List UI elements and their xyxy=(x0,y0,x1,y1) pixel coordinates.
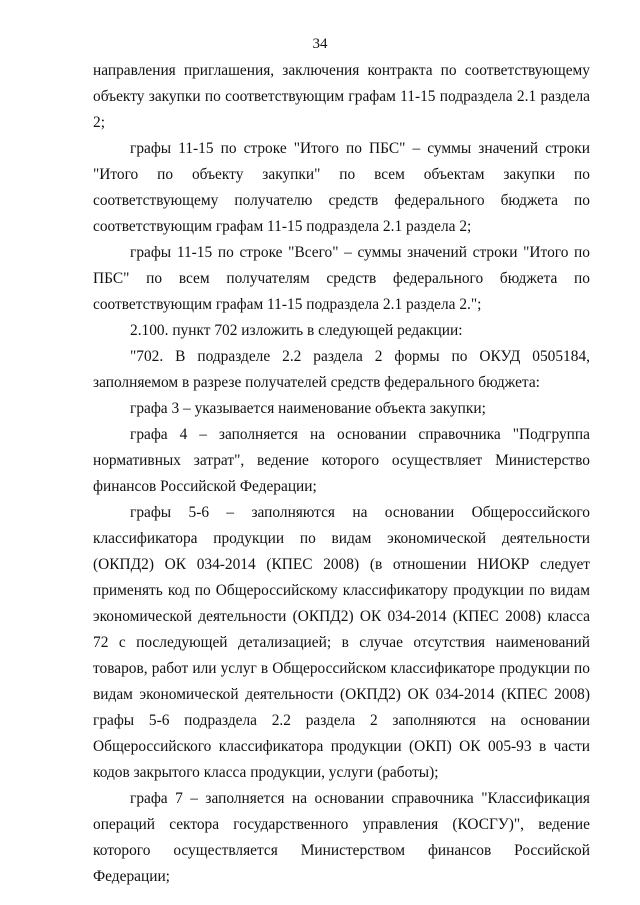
paragraph: направления приглашения, заключения контракта по соответствующему объекту закупки по соответствующим графам 11-15 подраздела 2.1 раздела 2; xyxy=(93,62,590,131)
page-number: 34 xyxy=(312,36,328,52)
document-body xyxy=(93,58,590,890)
paragraph: графа 4 – заполняется на основании справочника "Подгруппа нормативных затрат", ведение которого осуществляет Министерство финансов Российской Федерации; xyxy=(93,426,590,495)
paragraph: 2.100. пункт 702 изложить в следующей редакции: xyxy=(130,322,463,339)
paragraph: графа 3 – указывается наименование объекта закупки; xyxy=(130,400,486,417)
paragraph: "702. В подразделе 2.2 раздела 2 формы по ОКУД 0505184, заполняемом в разрезе получателей средств федерального бюджета: xyxy=(93,348,590,391)
paragraph: графы 11-15 по строке "Всего" – суммы значений строки "Итого по ПБС" по всем получателям средств федерального бюджета по соответствующим графам 11-15 подраздела 2.1 раздела 2."; xyxy=(93,244,590,313)
paragraph: графы 11-15 по строке "Итого по ПБС" – суммы значений строки "Итого по объекту закупки" по всем объектам закупки по соответствующему получателю средств федерального бюджета по соответствующим графам 11-15 подраздела 2.1 раздела 2; xyxy=(93,140,590,235)
paragraph: графа 7 – заполняется на основании справочника "Классификация операций сектора государственного управления (КОСГУ)", ведение которого осуществляется Министерством финансов Российской Федерации; xyxy=(93,790,590,885)
paragraph: графы 5-6 – заполняются на основании Общероссийского классификатора продукции по видам экономической деятельности (ОКПД2) ОК 034-2014 (КПЕС 2008) (в отношении НИОКР следует применять код по Общероссийскому классификатору продукции по видам экономической деятельности (ОКПД2) ОК 034-2014 (КПЕС 2008) класса 72 с последующей детализацией; в случае отсутствия наименований товаров, работ или услуг в Общероссийском классификаторе продукции по видам экономической деятельности (ОКПД2) ОК 034-2014 (КПЕС 2008) графы 5-6 подраздела 2.2 раздела 2 заполняются на основании Общероссийского классификатора продукции (ОКП) ОК 005-93 в части кодов закрытого класса продукции, услуги (работы); xyxy=(93,504,590,781)
